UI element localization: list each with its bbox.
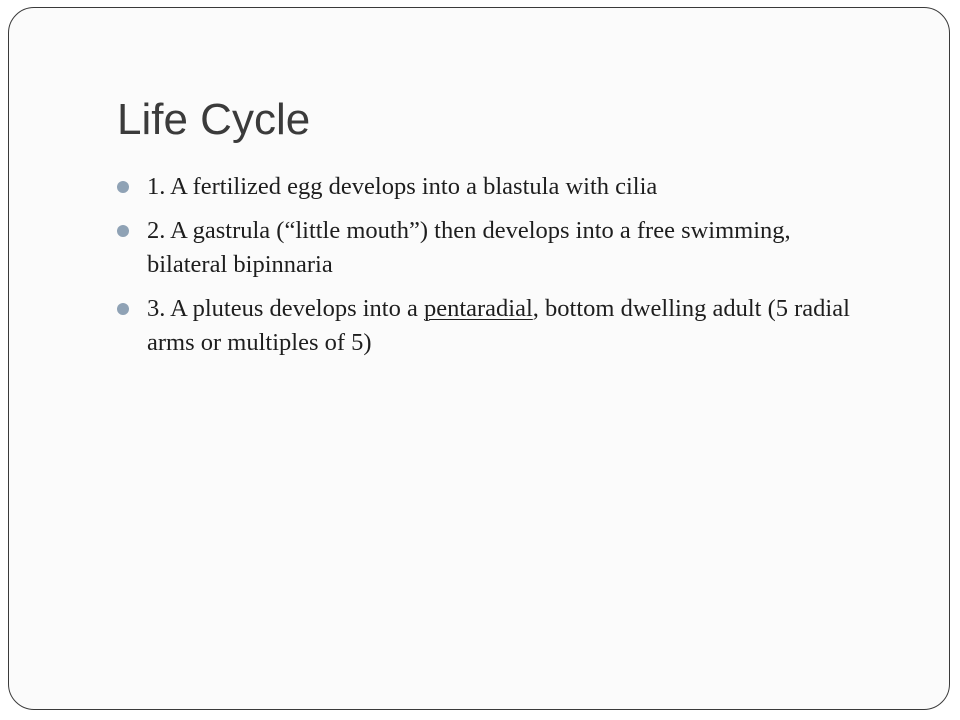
bullet-item-2 [115, 214, 875, 282]
slide-frame [8, 7, 950, 710]
bullet-item-3 [115, 292, 875, 360]
slide-title: Life Cycle [117, 95, 311, 144]
bullet-text: 1. A fertilized egg develops into a blastula with cilia [147, 173, 658, 200]
bullet-list [115, 170, 875, 370]
bullet-text-before: 3. A pluteus develops into a [147, 295, 424, 322]
bullet-dot-icon [117, 181, 129, 193]
bullet-text: 2. A gastrula (“little mouth”) then develops into a free swimming, bilateral bipinnaria [147, 217, 791, 278]
bullet-text-after: , bottom dwelling adult (5 radial arms or multiples of 5) [147, 295, 850, 356]
bullet-item-1 [115, 170, 875, 204]
underlined-term: pentaradial [423, 295, 533, 322]
bullet-dot-icon [117, 303, 129, 315]
bullet-dot-icon [117, 225, 129, 237]
